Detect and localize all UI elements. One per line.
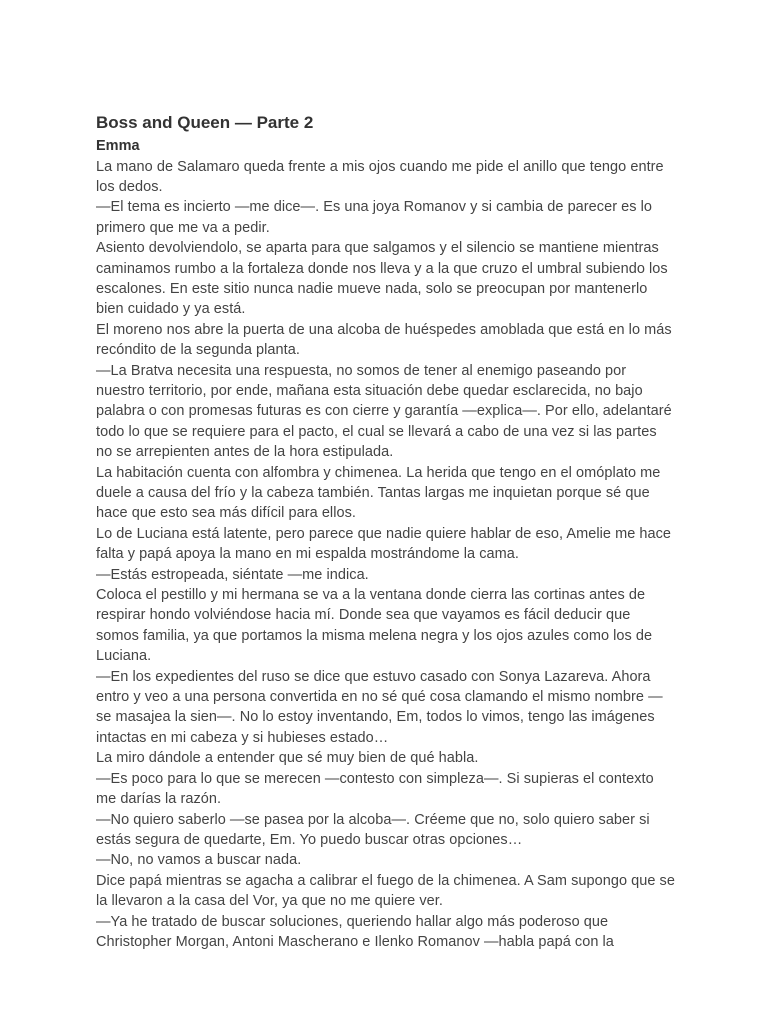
paragraph: Lo de Luciana está latente, pero parece que nadie quiere hablar de eso, Amelie me hace falta y papá apoya la mano en mi espalda mostrándome la cama.: [96, 525, 672, 563]
paragraph: La mano de Salamaro queda frente a mis ojos cuando me pide el anillo que tengo entre los dedos.: [96, 158, 664, 195]
paragraph: —El tema es incierto —me dice—. Es una joya Romanov y si cambia de parecer es lo primero que me va a pedir.: [96, 199, 653, 236]
paragraph: La habitación cuenta con alfombra y chimenea. La herida que tengo en el omóplato me duele a causa del frío y la cabeza también. Tantas largas me inquietan porque sé que hace que esto sea más difícil para ellos.: [96, 464, 661, 522]
paragraph: —Es poco para lo que se merecen —contesto con simpleza—. Si supieras el contexto me darías la razón.: [96, 770, 654, 808]
paragraph: —No quiero saberlo —se pasea por la alcoba—. Créeme que no, solo quiero saber si estás segura de quedarte, Em. Yo puedo buscar otras opciones…: [96, 811, 650, 848]
paragraph: —La Bratva necesita una respuesta, no somos de tener al enemigo paseando por nuestro territorio, por ende, mañana esta situación debe quedar esclarecida, no bajo palabra o con promesas futuras es con cierre y garantía —explica—. Por ello, adelantaré todo lo que se requiere para el pacto, el cual se llevará a cabo de una vez si las partes no se arrepienten antes de la hora estipulada.: [96, 362, 672, 461]
document-body: [96, 157, 676, 953]
paragraph: —No, no vamos a buscar nada.: [96, 852, 302, 869]
document-page: [96, 110, 676, 952]
paragraph: Asiento devolviendolo, se aparta para que salgamos y el silencio se mantiene mientras caminamos rumbo a la fortaleza donde nos lleva y a la que cruzo el umbral subiendo los escalones. En este sitio nunca nadie mueve nada, solo se preocupan por mantenerlo bien cuidado y ya está.: [96, 240, 668, 318]
paragraph: —Ya he tratado de buscar soluciones, queriendo hallar algo más poderoso que Christopher Morgan, Antoni Mascherano e Ilenko Romanov —habla papá con la: [96, 913, 614, 950]
paragraph: El moreno nos abre la puerta de una alcoba de huéspedes amoblada que está en lo más recóndito de la segunda planta.: [96, 321, 672, 359]
document-title: Boss and Queen — Parte 2: [96, 113, 314, 132]
document-author: Emma: [96, 138, 140, 154]
paragraph: —En los expedientes del ruso se dice que estuvo casado con Sonya Lazareva. Ahora entro y veo a una persona convertida en no sé qué cosa clamando el mismo nombre —se masajea la sien—. No lo estoy inventando, Em, todos lo vimos, tengo las imágenes intactas en mi cabeza y si hubieses estado…: [96, 668, 663, 746]
paragraph: —Estás estropeada, siéntate —me indica.: [96, 566, 369, 583]
paragraph: La miro dándole a entender que sé muy bien de qué habla.: [96, 750, 479, 767]
paragraph: Coloca el pestillo y mi hermana se va a la ventana donde cierra las cortinas antes de respirar hondo volviéndose hacia mí. Donde sea que vayamos es fácil deducir que somos familia, ya que portamos la misma melena negra y los ojos azules como los de Luciana.: [96, 587, 653, 665]
paragraph: Dice papá mientras se agacha a calibrar el fuego de la chimenea. A Sam supongo que se la llevaron a la casa del Vor, ya que no me quiere ver.: [96, 872, 675, 910]
